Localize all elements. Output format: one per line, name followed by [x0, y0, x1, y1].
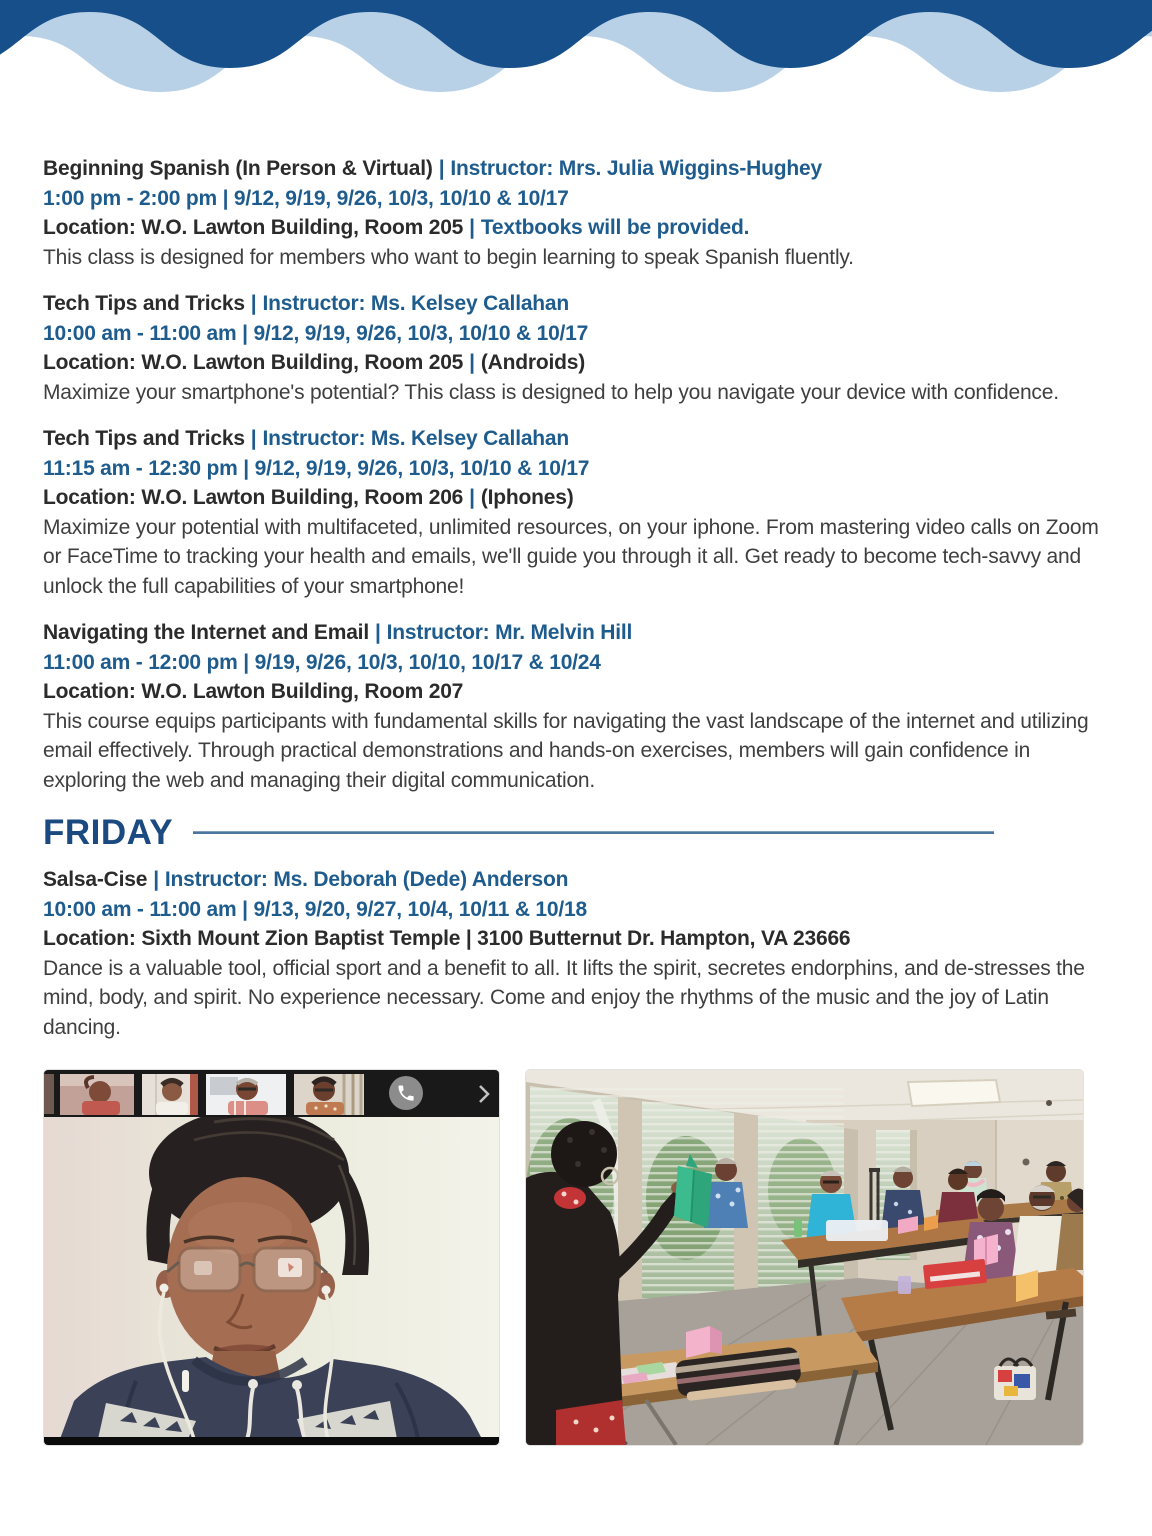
- divider-line: [193, 831, 994, 834]
- photo-virtual-class: [43, 1069, 500, 1446]
- class-schedule: 1:00 pm - 2:00 pm | 9/12, 9/19, 9/26, 10/3, 10/10 & 10/17: [43, 186, 569, 210]
- class-description: Dance is a valuable tool, official sport and a benefit to all. It lifts the spirit, secretes endorphins, and de-stresses the mind, body, and spirit. No experience necessary. Come and enjoy the rhythms of the music and the joy of Latin dancing.: [43, 956, 1085, 1039]
- class-instructor: Instructor: Mr. Melvin Hill: [386, 621, 633, 644]
- class-title-line: [43, 618, 1110, 648]
- class-description: Maximize your potential with multifaceted, unlimited resources, on your iphone. From mastering video calls on Zoom or FaceTime to tracking your health and emails, we'll guide you through it all. Get ready to become tech-savvy and unlock the full capabilities of your smartphone!: [43, 515, 1099, 598]
- participant-thumbnail: [294, 1074, 364, 1115]
- class-title: Tech Tips and Tricks: [43, 292, 245, 315]
- class-title: Salsa-Cise: [43, 868, 148, 891]
- class-listing-salsa-cise: [43, 865, 1110, 1042]
- class-instructor: Instructor: Mrs. Julia Wiggins-Hughey: [450, 157, 822, 180]
- separator-pipe: |: [250, 427, 257, 450]
- video-bottom-bar: [44, 1437, 499, 1445]
- class-location-line: [43, 924, 1110, 954]
- separator-pipe: |: [153, 868, 159, 891]
- schedule-content: [0, 100, 1152, 1446]
- class-location: Location: W.O. Lawton Building, Room 206: [43, 486, 464, 509]
- class-location-note: (Iphones): [480, 486, 574, 509]
- participant-thumbnail: [60, 1074, 134, 1115]
- class-title-line: [43, 424, 1110, 454]
- separator-pipe: |: [374, 621, 381, 644]
- class-schedule: 10:00 am - 11:00 am | 9/12, 9/19, 9/26, 10/3, 10/10 & 10/17: [43, 321, 589, 345]
- class-location-line: [43, 677, 1110, 707]
- class-schedule: 11:15 am - 12:30 pm | 9/12, 9/19, 9/26, 10/3, 10/10 & 10/17: [43, 456, 590, 480]
- class-location: Location: W.O. Lawton Building, Room 205: [43, 351, 464, 374]
- photo-classroom: [525, 1069, 1084, 1446]
- participant-thumbnail: [142, 1074, 198, 1115]
- class-location-line: [43, 348, 1110, 378]
- separator-pipe: |: [250, 292, 257, 315]
- class-listing-tech-tips-iphones: [43, 424, 1110, 601]
- separator-pipe: |: [469, 486, 475, 509]
- class-description: This class is designed for members who want to begin learning to speak Spanish fluently.: [43, 245, 854, 269]
- class-instructor: Instructor: Ms. Kelsey Callahan: [262, 427, 570, 450]
- class-listing-beginning-spanish: [43, 154, 1110, 272]
- class-title-line: [43, 865, 1110, 895]
- class-title: Beginning Spanish (In Person & Virtual): [43, 157, 433, 180]
- participant-strip: [44, 1070, 499, 1117]
- class-title-line: [43, 289, 1110, 319]
- class-location-note: (Androids): [480, 351, 586, 374]
- class-location: Location: W.O. Lawton Building, Room 205: [43, 216, 464, 239]
- day-heading-row: [43, 815, 1110, 850]
- class-schedule: 11:00 am - 12:00 pm | 9/19, 9/26, 10/3, 10/10, 10/17 & 10/24: [43, 650, 601, 674]
- class-listing-internet-email: [43, 618, 1110, 795]
- class-schedule: 10:00 am - 11:00 am | 9/13, 9/20, 9/27, 10/4, 10/11 & 10/18: [43, 897, 587, 921]
- class-description: Maximize your smartphone's potential? This class is designed to help you navigate your device with confidence.: [43, 380, 1059, 404]
- photo-row: [43, 1069, 1110, 1446]
- class-location: Location: W.O. Lawton Building, Room 207: [43, 680, 464, 703]
- wave-header-graphic: [0, 0, 1152, 100]
- class-instructor: Instructor: Ms. Kelsey Callahan: [262, 292, 570, 315]
- class-location-note: Textbooks will be provided.: [480, 216, 750, 239]
- wall-fixture: [1023, 1159, 1030, 1166]
- separator-pipe: |: [438, 157, 445, 180]
- class-location: Location: Sixth Mount Zion Baptist Temple | 3100 Butternut Dr. Hampton, VA 23666: [43, 927, 851, 950]
- day-heading-friday: FRIDAY: [43, 813, 174, 852]
- class-title: Tech Tips and Tricks: [43, 427, 245, 450]
- separator-pipe: |: [469, 351, 475, 374]
- separator-pipe: |: [469, 216, 475, 239]
- class-location-line: [43, 483, 1110, 513]
- phone-icon: [389, 1076, 423, 1110]
- class-title-line: [43, 154, 1110, 184]
- class-title: Navigating the Internet and Email: [43, 621, 369, 644]
- participant-thumbnail: [206, 1074, 286, 1115]
- class-listing-tech-tips-androids: [43, 289, 1110, 407]
- class-description: This course equips participants with fundamental skills for navigating the vast landscape of the internet and utilizing email effectively. Through practical demonstrations and hands-on exercises, members will gain confidence in exploring the web and managing their digital communication.: [43, 709, 1089, 792]
- class-instructor: Instructor: Ms. Deborah (Dede) Anderson: [164, 868, 569, 891]
- class-location-line: [43, 213, 1110, 243]
